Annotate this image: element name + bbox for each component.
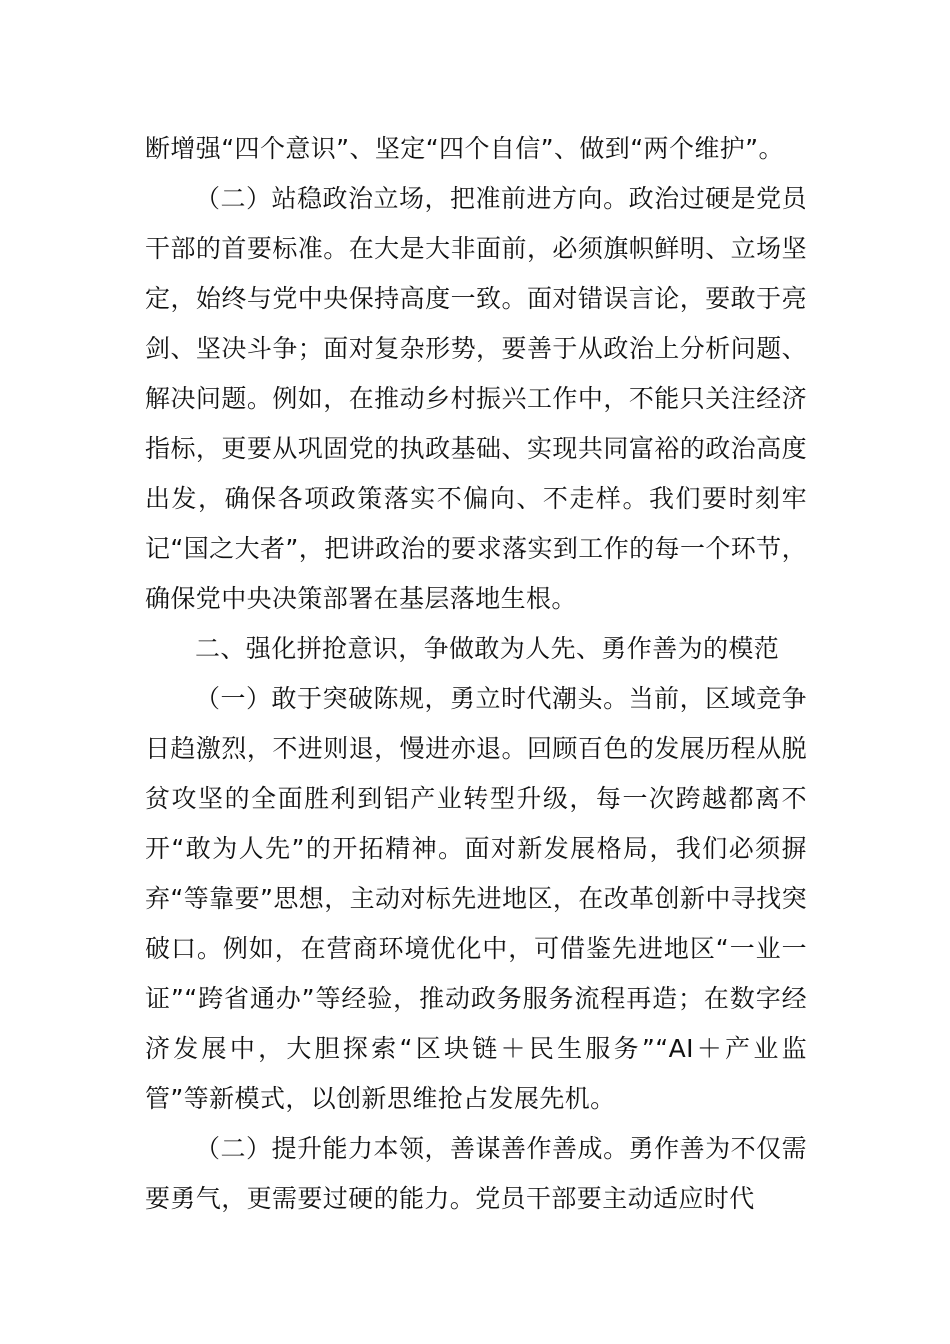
- paragraph-continuation: 断增强“四个意识”、坚定“四个自信”、做到“两个维护”。: [145, 134, 784, 163]
- paragraph-ability: （二）提升能力本领，善谋善作善成。勇作善为不仅需要勇气，更需要过硬的能力。党员干部要主动适应时代: [145, 1134, 807, 1213]
- section-heading: 二、强化拼抢意识，争做敢为人先、勇作善为的模范: [195, 634, 780, 663]
- paragraph-break-conventions: （一）敢于突破陈规，勇立时代潮头。当前，区域竞争日趋激烈，不进则退，慢进亦退。回顾百色的发展历程从脱贫攻坚的全面胜利到铝产业转型升级，每一次跨越都离不开“敢为人先”的开拓精神。面对新发展格局，我们必须摒弃“等靠要”思想，主动对标先进地区，在改革创新中寻找突破口。例如，在营商环境优化中，可借鉴先进地区“一业一证”“跨省通办”等经验，推动政务服务流程再造；在数字经济发展中，大胆探索“区块链＋民生服务”“AI＋产业监管”等新模式，以创新思维抢占发展先机。: [145, 684, 807, 1113]
- document-body: [145, 124, 807, 1224]
- paragraph-political-stance: （二）站稳政治立场，把准前进方向。政治过硬是党员干部的首要标准。在大是大非面前，必须旗帜鲜明、立场坚定，始终与党中央保持高度一致。面对错误言论，要敢于亮剑、坚决斗争；面对复杂形势，要善于从政治上分析问题、解决问题。例如，在推动乡村振兴工作中，不能只关注经济指标，更要从巩固党的执政基础、实现共同富裕的政治高度出发，确保各项政策落实不偏向、不走样。我们要时刻牢记“国之大者”，把讲政治的要求落实到工作的每一个环节，确保党中央决策部署在基层落地生根。: [145, 184, 807, 613]
